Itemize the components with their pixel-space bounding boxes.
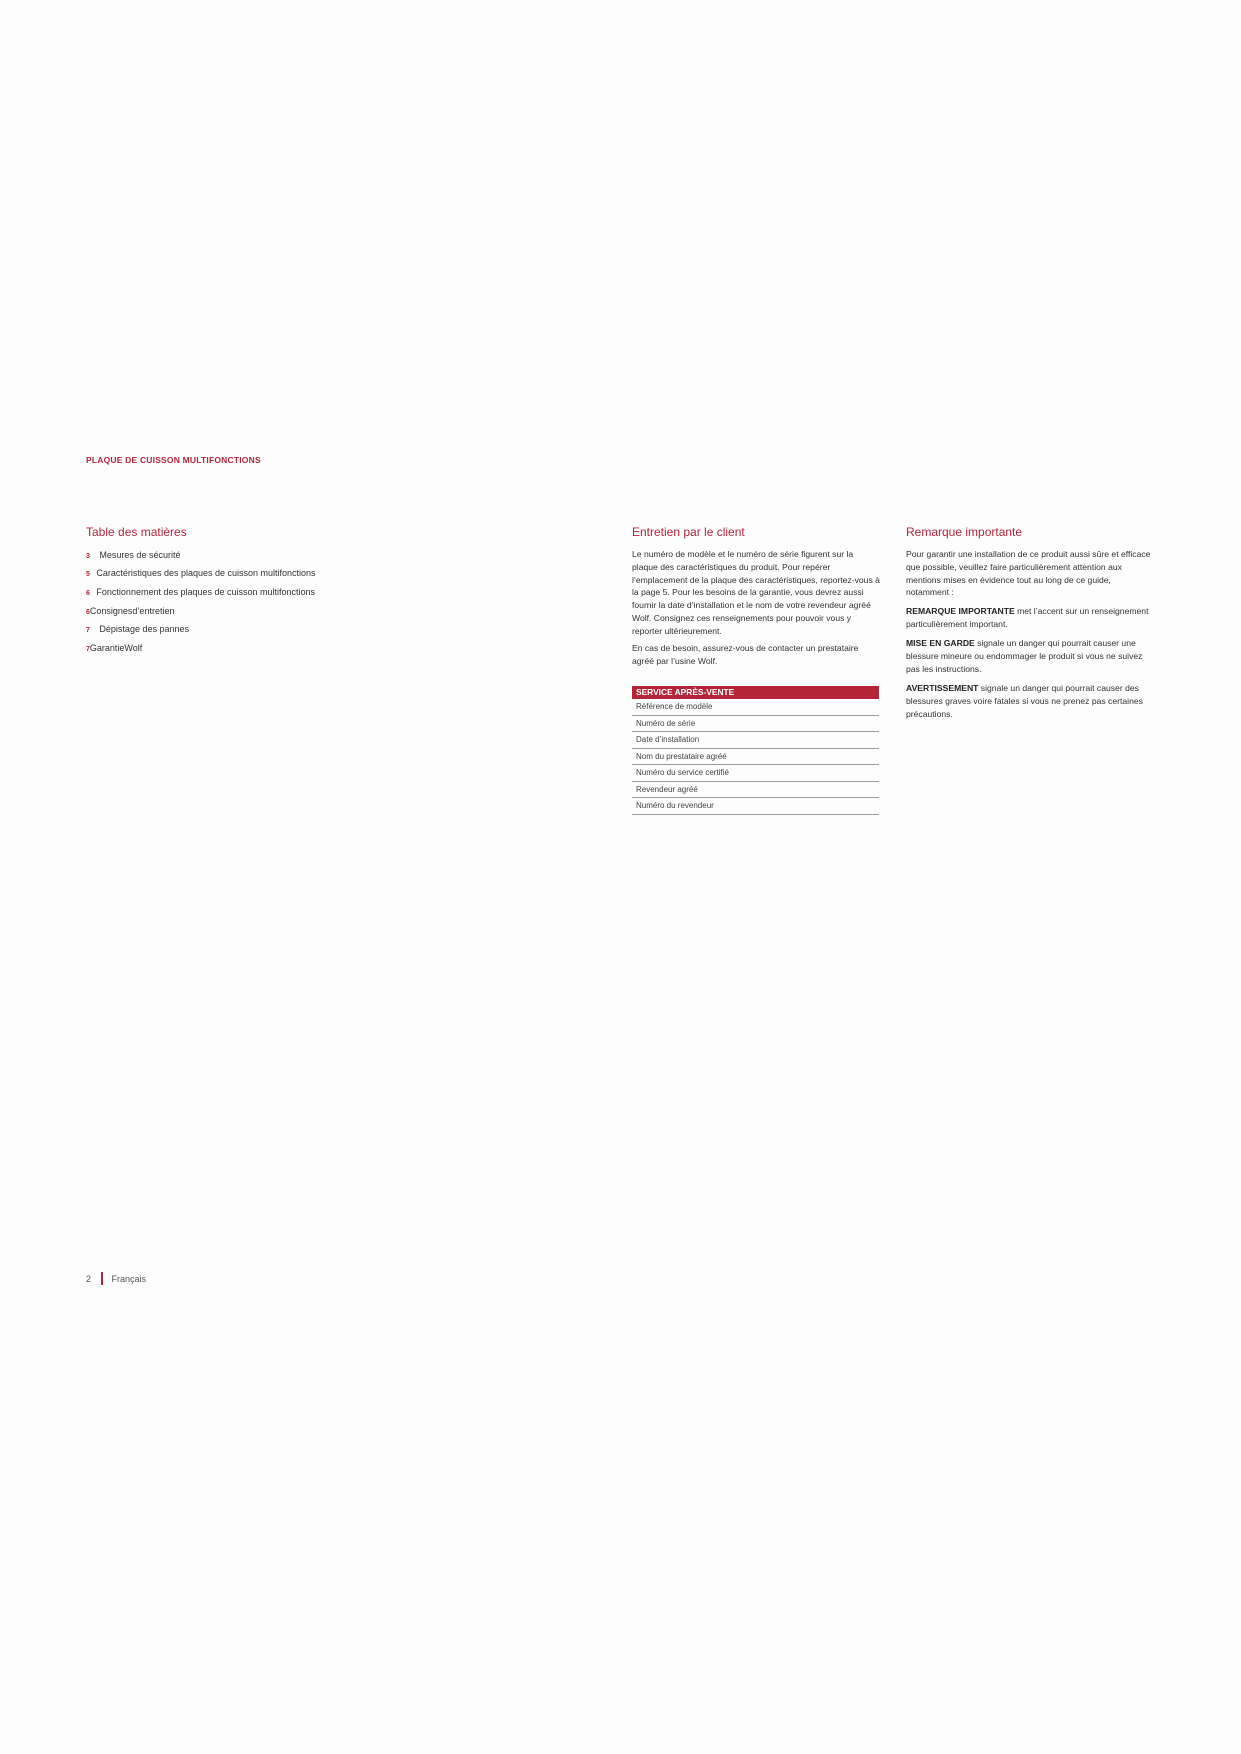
service-table-row: Date d’installation [632, 732, 879, 749]
customer-service-title: Entretien par le client [632, 525, 745, 539]
toc-item[interactable] [86, 624, 189, 634]
page-number: 2 [86, 1273, 92, 1284]
notice-term: MISE EN GARDE [906, 638, 975, 648]
footer-divider [101, 1272, 103, 1285]
important-notice-intro: Pour garantir une installation de ce produit aussi sûre et efficace que possible, veuillez faire particulièrement attention aux mentions mises en évidence tout au long de ce guide, notamment : [906, 549, 1151, 598]
notice-item-important [906, 605, 1156, 631]
toc-page-number: 6 [86, 609, 90, 616]
toc-item[interactable] [86, 568, 316, 578]
service-table-row: Revendeur agréé [632, 782, 879, 799]
notice-term: REMARQUE IMPORTANTE [906, 606, 1015, 616]
toc-label: Mesures de sécurité [99, 550, 181, 560]
toc-page-number: 5 [86, 571, 90, 578]
service-table-row: Numéro de série [632, 716, 879, 733]
service-table-row: Numéro du revendeur [632, 798, 879, 815]
toc-item[interactable] [86, 643, 142, 653]
toc-page-number: 6 [86, 590, 90, 597]
toc-label: Dépistage des pannes [99, 624, 189, 634]
important-notice-title: Remarque importante [906, 525, 1023, 539]
notice-item-caution [906, 637, 1156, 675]
customer-service-contact-paragraph: En cas de besoin, assurez-vous de contacter un prestataire agréé par l’usine Wolf. [632, 643, 859, 666]
toc-item[interactable] [86, 606, 174, 616]
notice-term: AVERTISSEMENT [906, 683, 979, 693]
toc-label: Fonctionnement des plaques de cuisson multifonctions [96, 587, 316, 597]
toc-label: GarantieWolf [89, 643, 143, 653]
customer-service-paragraph: Le numéro de modèle et le numéro de série figurent sur la plaque des caractéristiques du produit. Pour repérer l’emplacement de la plaque des caractéristiques, reportez-vous à la page 5. Pour les besoins de la garantie, vous devrez aussi fournir la date d’installation et le nom de votre revendeur agréé Wolf. Consignez ces renseignements pour pouvoir vous y reporter ultérieurement. [632, 549, 880, 636]
toc-page-number: 3 [86, 553, 90, 560]
toc-page-number: 7 [86, 627, 90, 634]
toc-title: Table des matières [86, 525, 187, 539]
toc-item[interactable] [86, 587, 315, 597]
document-header: PLAQUE DE CUISSON MULTIFONCTIONS [86, 455, 261, 465]
notice-text: signale un danger qui pourrait causer une blessure mineure ou endommager le produit si vous ne suivez pas les instructions. [906, 638, 1143, 674]
page-footer [86, 1272, 146, 1285]
toc-page-number: 7 [86, 646, 90, 653]
notice-item-warning [906, 682, 1156, 720]
footer-language: Français [111, 1273, 147, 1284]
service-table-row: Nom du prestataire agréé [632, 749, 879, 766]
service-table-row: Référence de modèle [632, 699, 879, 716]
notice-text: signale un danger qui pourrait causer des blessures graves voire fatales si vous ne prenez pas certaines précautions. [906, 683, 1143, 719]
service-table-row: Numéro du service certifié [632, 765, 879, 782]
toc-item[interactable] [86, 550, 180, 560]
toc-label: Consignesd’entretien [89, 606, 175, 616]
notice-text: met l’accent sur un renseignement particulièrement important. [906, 606, 1149, 629]
toc-label: Caractéristiques des plaques de cuisson multifonctions [96, 568, 316, 578]
service-record-table [632, 686, 879, 815]
service-table-header: SERVICE APRÈS-VENTE [632, 686, 879, 699]
